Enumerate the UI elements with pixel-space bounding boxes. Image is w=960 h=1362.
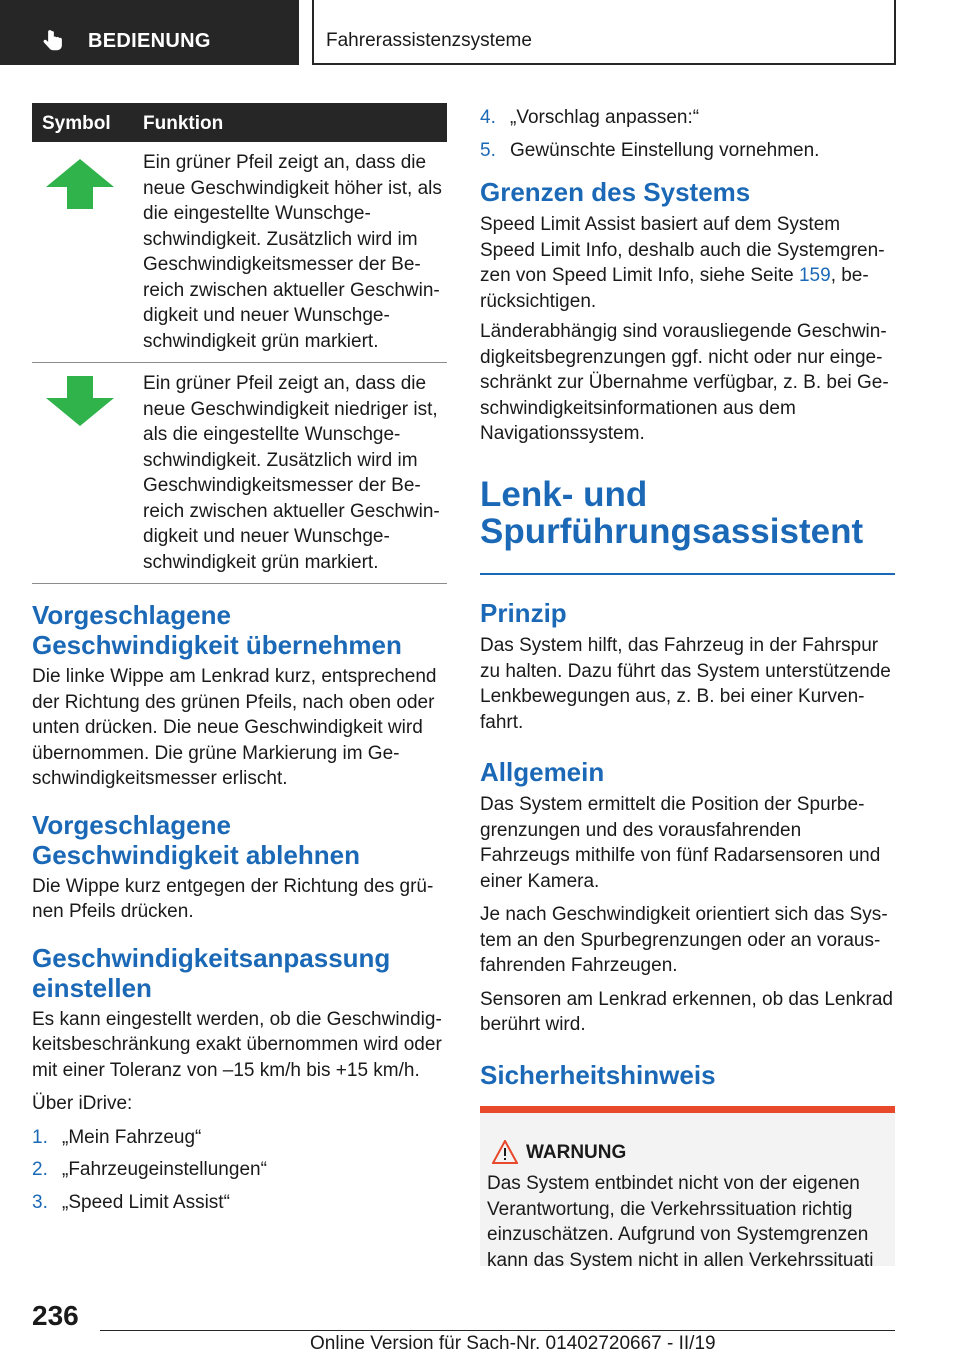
section-title: BEDIENUNG [88,30,211,52]
left-column [32,600,447,1222]
chapter-title: Fahrerassistenzsysteme [326,30,532,51]
section-tab [0,0,299,65]
heading-principle: Prinzip [480,598,567,628]
warning-triangle-icon [492,1140,518,1164]
heading-main [480,476,895,550]
table-row [32,142,447,363]
page-number: 236 [32,1300,79,1331]
warning-text: Das System entbindet nicht von der eigenen Verantwortung, die Verkehrssituation richtig einzuschätzen. Aufgrund von Systemgrenzen kann das System nicht in allen Verkehrssituati [487,1173,874,1271]
step-number: 1. [32,1126,48,1148]
heading-limits: Grenzen des Systems [480,177,751,207]
paragraph-limits-text: Speed Limit Assist basiert auf dem System Speed Limit Info, deshalb auch die Systemgrenzen von Speed Limit Info, siehe Seite [480,214,885,286]
heading-reject-line2: Geschwindigkeit ablehnen [32,839,360,870]
paragraph-adjust: Es kann eingestellt werden, ob die Geschwindigkeitsbeschränkung exakt übernommen wird oder mit einer Toleranz von –15 km/h bis +15 km/h. [32,1008,442,1081]
right-column [480,105,895,550]
symbol-table [32,103,447,584]
heading-reject-line1: Vorgeschlagene [32,809,231,840]
step-text: „Speed Limit Assist“ [62,1191,230,1213]
step-number: 5. [480,139,496,161]
green-arrow-up-icon [46,159,114,209]
table-cell-function: Ein grüner Pfeil zeigt an, dass die neue Geschwindigkeit niedriger ist, als die eingestellte Wunschgeschwindigkeit. Zusätzlich wird im Geschwindigkeitsmesser der Bereich zwischen aktueller Geschwindigkeit und neuer Wunschgeschwindigkeit grün markiert. [143,373,440,573]
paragraph-country: Länderabhängig sind vorausliegende Geschwindigkeitsbegrenzungen ggf. nicht oder nur eingeschränkt zur Übernahme verfügbar, z. B. bei Geschwindigkeitsinformationen aus dem Navigationssystem. [480,321,889,444]
steps-list [32,1125,447,1216]
right-column-lower [480,598,895,1090]
warning-box [480,1106,895,1271]
chapter-header [312,0,896,65]
step-number: 4. [480,107,496,128]
heading-reject [32,810,447,870]
step-text: „Fahrzeugeinstellungen“ [62,1159,267,1180]
list-item [32,1125,447,1151]
step-number: 3. [32,1191,48,1213]
table-header-symbol: Symbol [42,113,111,134]
heading-adjust-line2: einstellen [32,972,152,1003]
footer-rule [100,1330,895,1331]
table-header-function: Funktion [143,113,224,134]
heading-main-line1: Lenk- und [480,474,648,514]
paragraph-limits-text-end: , berücksichtigen. [480,265,869,312]
step-number: 2. [32,1159,48,1180]
heading-safety: Sicherheitshinweis [480,1059,716,1090]
heading-underline [480,573,895,575]
list-item [32,1190,447,1216]
step-text: „Mein Fahrzeug“ [62,1126,202,1148]
paragraph-accept: Die linke Wippe am Lenkrad kurz, entsprechend der Richtung des grünen Pfeils, nach oben oder unten drücken. Die neue Geschwindigkeit wird übernommen. Die grüne Markierung im Geschwindigkeitsmesser erlischt. [32,666,437,789]
page-link-159[interactable]: 159 [798,265,831,286]
paragraph-idrive: Über iDrive: [32,1093,133,1114]
table-cell-function: Ein grüner Pfeil zeigt an, dass die neue Geschwindigkeit höher ist, als die eingestellte Wunschgeschwindigkeit. Zusätzlich wird im Geschwindigkeitsmesser der Bereich zwischen aktueller Geschwindigkeit und neuer Wunschgeschwindigkeit grün markiert. [143,152,442,352]
paragraph-general-1: Das System ermittelt die Position der Spurbegrenzungen und des vorausfahrenden Fahrzeugs mithilfe von fünf Radarsensoren und einer Kamera. [480,794,881,892]
heading-accept-line1: Vorgeschlagene [32,600,231,630]
heading-main-line2: Spurführungsassistent [480,511,864,551]
footer-text: Online Version für Sach-Nr. 01402720667 - II/19 [310,1333,716,1354]
table-header [32,103,447,142]
step-text: Gewünschte Einstellung vornehmen. [510,139,820,161]
paragraph-limits [480,212,895,314]
paragraph-general-2: Je nach Geschwindigkeit orientiert sich das System an den Spurbegrenzungen oder an vorausfahrenden Fahrzeugen. [480,904,888,976]
table-row [32,363,447,584]
heading-accept-line2: Geschwindigkeit übernehmen [32,630,402,660]
heading-adjust [32,943,447,1003]
warning-title: WARNUNG [526,1142,627,1163]
list-item [480,105,895,131]
steps-list-continued [480,105,895,163]
heading-adjust-line1: Geschwindigkeitsanpassung [32,942,391,973]
heading-general: Allgemein [480,757,605,787]
paragraph-principle: Das System hilft, das Fahrzeug in der Fahrspur zu halten. Dazu führt das System unterstützende Lenkbewegungen aus, z. B. bei einer Kurvenfahrt. [480,635,891,733]
heading-accept [32,600,447,660]
hand-pointer-icon [40,28,66,54]
paragraph-general-3: Sensoren am Lenkrad erkennen, ob das Lenkrad berührt wird. [480,988,893,1035]
step-text: „Vorschlag anpassen:“ [510,107,700,128]
list-item [480,138,895,164]
green-arrow-down-icon [46,376,114,426]
paragraph-reject: Die Wippe kurz entgegen der Richtung des grünen Pfeils drücken. [32,875,434,922]
list-item [32,1157,447,1183]
